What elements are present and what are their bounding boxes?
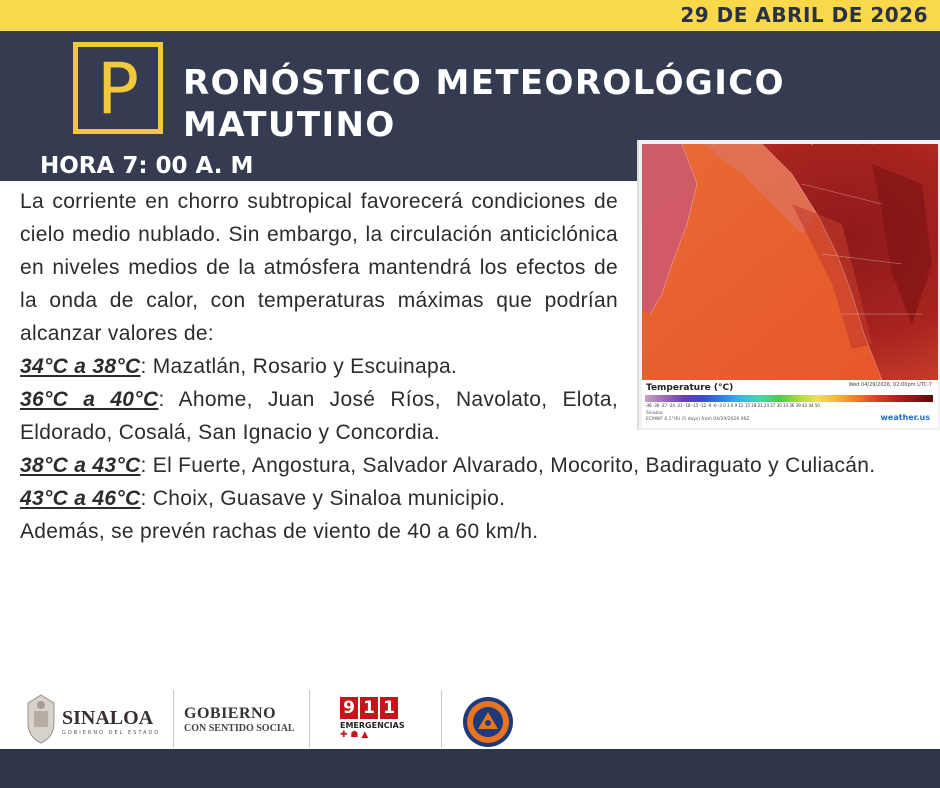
gobierno-logo-subtitle: CON SENTIDO SOCIAL	[184, 723, 295, 734]
title-initial-box	[73, 42, 163, 134]
map-credit: This service is based on data and products of the European Centre for Medium-range Weather Forecasts (ECMWF)	[645, 140, 874, 145]
range-2-label: 36°C a 40°C	[20, 388, 159, 411]
legend-region: Sinaloa	[646, 411, 663, 416]
footer-bar	[0, 749, 940, 788]
range-3-label: 38°C a 43°C	[20, 454, 141, 477]
e911-digit: 1	[380, 697, 398, 719]
legend-title: Temperature (°C)	[646, 383, 734, 393]
range-1-cities: : Mazatlán, Rosario y Escuinapa.	[140, 355, 458, 378]
e911-label: EMERGENCIAS	[340, 721, 405, 730]
range-line-4	[20, 482, 930, 515]
date-label: 29 DE ABRIL DE 2026	[680, 3, 928, 27]
page-title	[183, 62, 785, 146]
gobierno-logo-text: GOBIERNO	[184, 705, 277, 722]
footer-divider-2	[309, 690, 310, 748]
e911-icons: ✚ ☗ ▲	[340, 730, 369, 740]
footer-divider-1	[173, 690, 174, 748]
forecast-hour: HORA 7: 00 A. M	[40, 153, 254, 179]
intro-paragraph: La corriente en chorro subtropical favorecerá condiciones de cielo medio nublado. Sin embargo, la circulación anticiclónica en niveles medios de la atmósfera mantendrá los efectos de la onda de calor, con temperaturas máximas que podrían alcanzar valores de:	[20, 190, 618, 345]
range-2-cities: : Ahome, Juan José Ríos, Navolato, Elota, Eldorado, Cosalá, San Ignacio y Concordia.	[20, 388, 618, 444]
footer-logos	[0, 685, 940, 749]
emergencias-911-logo	[340, 697, 405, 740]
proteccion-civil-logo-icon	[461, 695, 515, 749]
range-1-label: 34°C a 38°C	[20, 355, 141, 378]
range-3-cities: : El Fuerte, Angostura, Salvador Alvarado, Mocorito, Badiraguato y Culiacán.	[140, 454, 876, 477]
legend-valid-date: Wed 04/29/2026, 02:00pm UTC-7	[848, 382, 932, 388]
range-line-2	[20, 383, 618, 449]
wind-note: Además, se prevén rachas de viento de 40 a 60 km/h.	[20, 520, 539, 543]
e911-digit: 1	[360, 697, 378, 719]
footer-divider-3	[441, 690, 442, 748]
title-initial: P	[96, 48, 140, 130]
title-line-2: MATUTINO	[183, 105, 396, 145]
range-line-3	[20, 449, 930, 482]
e911-digits	[340, 697, 405, 719]
range-4-cities: : Choix, Guasave y Sinaloa municipio.	[140, 487, 506, 510]
sinaloa-logo-text: SINALOA	[62, 707, 154, 729]
date-bar	[0, 0, 940, 31]
range-line-1	[20, 350, 618, 383]
sinaloa-logo-subtitle: GOBIERNO DEL ESTADO	[62, 730, 161, 736]
e911-digit: 9	[340, 697, 358, 719]
forecast-body	[20, 185, 930, 548]
legend-model: ECMWF 0.1°(6) (5 days) from 04/29/2026 06Z	[646, 417, 750, 422]
colorbar-ticks: -36 -30 -27 -24 -21 -18 -15 -12 -9 -6 -3 0 3 6 9 12 15 18 21 24 27 30 33 36 39 42 44 50	[645, 403, 820, 408]
weather-us-logo: weather.us	[880, 413, 930, 422]
range-4-label: 43°C a 46°C	[20, 487, 141, 510]
state-seal-icon	[24, 693, 58, 745]
title-line-1: RONÓSTICO METEOROLÓGICO	[183, 63, 785, 103]
